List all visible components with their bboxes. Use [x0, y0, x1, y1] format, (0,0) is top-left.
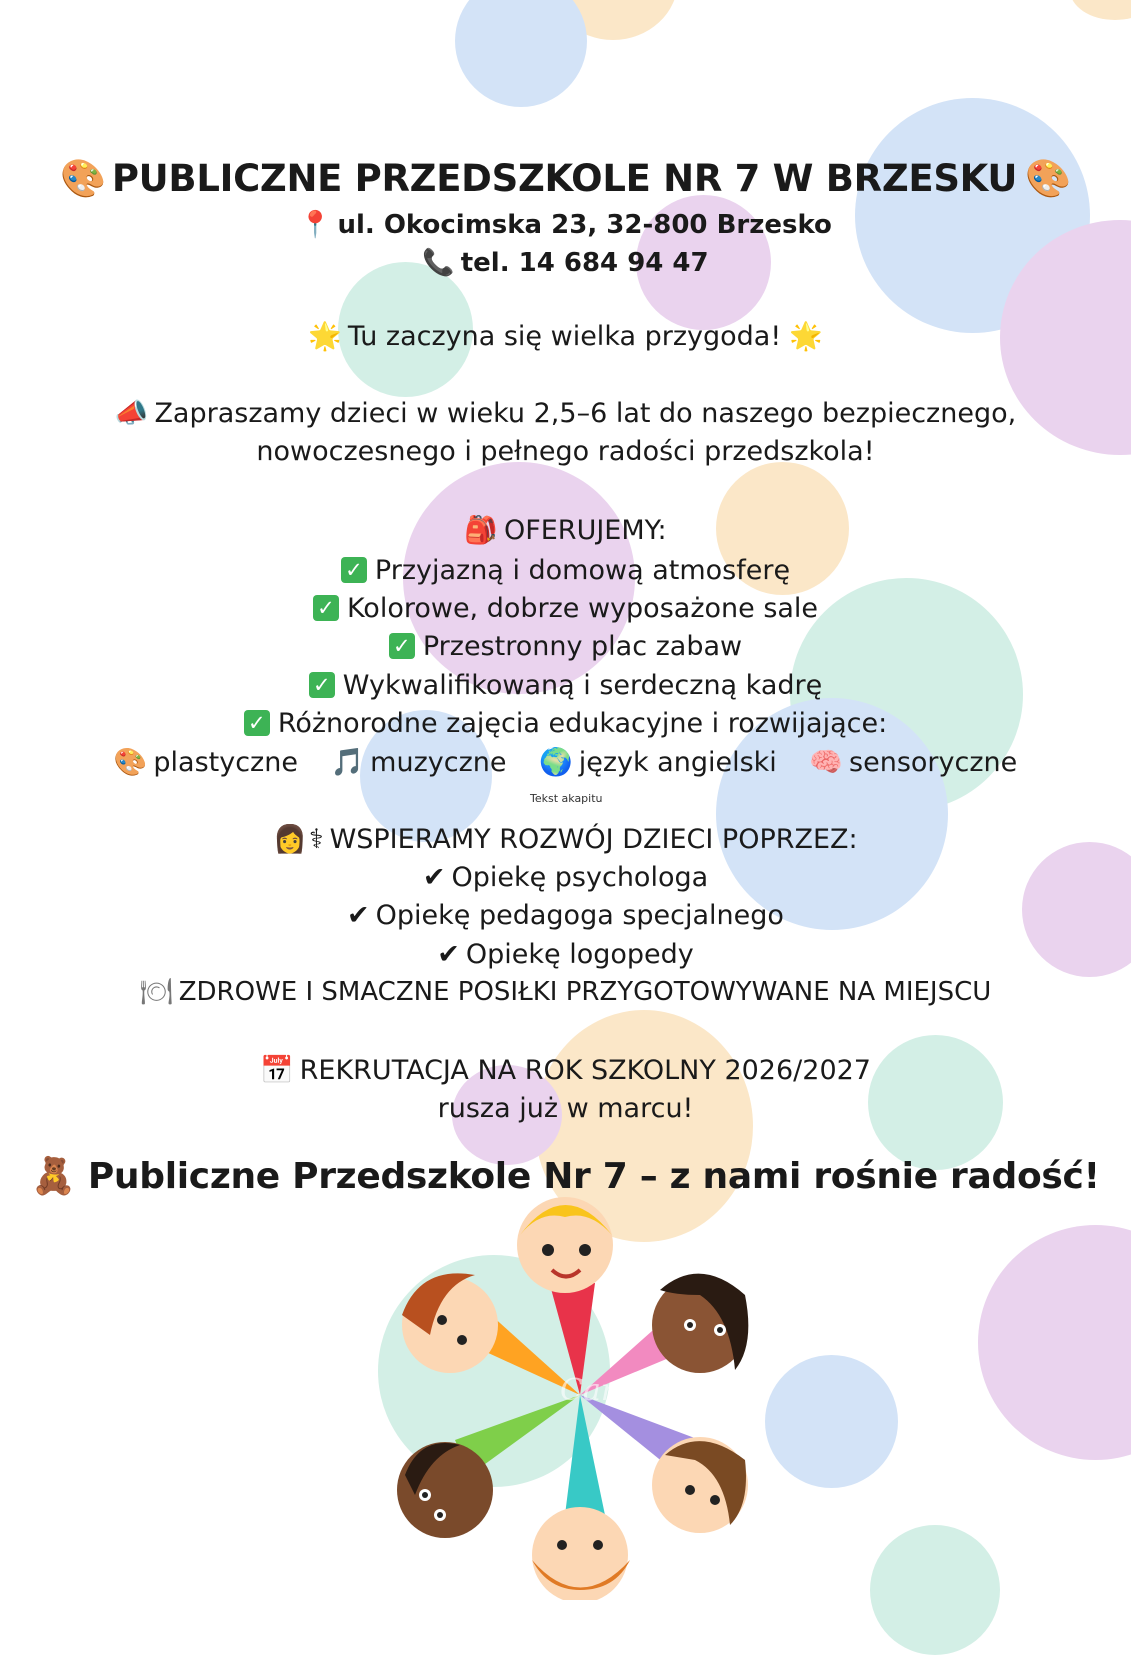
- check-icon: ✓: [244, 710, 270, 736]
- teddy-bear-icon: 🧸: [31, 1156, 76, 1197]
- cutlery-icon: 🍽: [139, 977, 173, 1007]
- watermark: Canva: [560, 1373, 655, 1408]
- activity-item: 🎵 muzyczne: [330, 747, 507, 778]
- check-icon: ✓: [389, 633, 415, 659]
- support-item: ✔ Opiekę pedagoga specjalnego: [347, 900, 784, 931]
- invite-line-1: 📣 Zapraszamy dzieci w wieku 2,5–6 lat do naszego bezpiecznego,: [114, 398, 1017, 429]
- palette-icon: 🎨: [1025, 157, 1071, 200]
- child-head-bottom-left: [397, 1442, 493, 1538]
- checkmark-icon: ✔: [437, 939, 460, 970]
- star-icon: 🌟: [308, 321, 342, 352]
- pin-icon: 📍: [299, 210, 332, 240]
- globe-icon: 🌍: [539, 747, 573, 778]
- palette-icon: 🎨: [113, 747, 148, 778]
- check-icon: ✓: [313, 595, 339, 621]
- calendar-icon: 📅: [260, 1055, 294, 1086]
- woman-icon: 👩: [273, 824, 307, 855]
- star-icon: 🌟: [789, 321, 823, 352]
- child-head-top: [517, 1197, 613, 1293]
- offer-item: ✓ Kolorowe, dobrze wyposażone sale: [0, 593, 1131, 624]
- phone-line: 📞 tel. 14 684 94 47: [422, 248, 709, 278]
- address-line: 📍 ul. Okocimska 23, 32-800 Brzesko: [299, 210, 832, 240]
- offer-item: ✓ Wykwalifikowaną i serdeczną kadrę: [0, 670, 1131, 701]
- children-circle-illustration: [380, 1195, 780, 1600]
- checkmark-icon: ✔: [347, 900, 370, 931]
- activity-item: 🌍 język angielski: [539, 747, 777, 778]
- recruitment-line-1: 📅 REKRUTACJA NA ROK SZKOLNY 2026/2027: [260, 1055, 871, 1086]
- meals-line: 🍽 ZDROWE I SMACZNE POSIŁKI PRZYGOTOWYWANE NA MIEJSCU: [139, 977, 992, 1007]
- activity-item: 🎨 plastyczne: [113, 747, 298, 778]
- slogan: 🧸 Publiczne Przedszkole Nr 7 – z nami rośnie radość!: [31, 1156, 1100, 1197]
- support-item: ✔ Opiekę psychologa: [422, 862, 709, 893]
- child-head-bottom-right: [652, 1437, 748, 1533]
- phone-icon: 📞: [422, 248, 455, 278]
- offer-item: ✓ Przestronny plac zabaw: [0, 631, 1131, 662]
- offer-heading: 🎒 OFERUJEMY:: [464, 515, 667, 546]
- brain-icon: 🧠: [809, 747, 844, 778]
- music-note-icon: 🎵: [330, 747, 365, 778]
- child-head-top-left: [402, 1273, 498, 1373]
- check-icon: ✓: [309, 672, 335, 698]
- check-icon: ✓: [341, 557, 367, 583]
- support-heading: 👩⚕ WSPIERAMY ROZWÓJ DZIECI POPRZEZ:: [273, 824, 858, 855]
- medical-icon: ⚕: [308, 824, 324, 855]
- support-item: ✔ Opiekę logopedy: [437, 939, 694, 970]
- invite-line-2: nowoczesnego i pełnego radości przedszkola!: [256, 436, 875, 467]
- activity-item: 🧠 sensoryczne: [809, 747, 1018, 778]
- checkmark-icon: ✔: [422, 862, 446, 893]
- recruitment-line-2: rusza już w marcu!: [437, 1093, 694, 1124]
- offer-item: ✓ Przyjazną i domową atmosferę: [0, 555, 1131, 586]
- megaphone-icon: 📣: [114, 398, 149, 429]
- child-head-bottom: [532, 1507, 630, 1600]
- activities-row: [0, 746, 1131, 778]
- tagline: 🌟 Tu zaczyna się wielka przygoda! 🌟: [308, 321, 823, 352]
- child-head-top-right: [652, 1274, 748, 1373]
- backpack-icon: 🎒: [464, 515, 498, 546]
- page-title: 🎨 PUBLICZNE PRZEDSZKOLE NR 7 W BRZESKU 🎨: [60, 157, 1071, 200]
- paragraph-caption: Tekst akapitu: [530, 792, 603, 805]
- offer-item: ✓ Różnorodne zajęcia edukacyjne i rozwijające:: [0, 708, 1131, 739]
- palette-icon: 🎨: [60, 157, 106, 200]
